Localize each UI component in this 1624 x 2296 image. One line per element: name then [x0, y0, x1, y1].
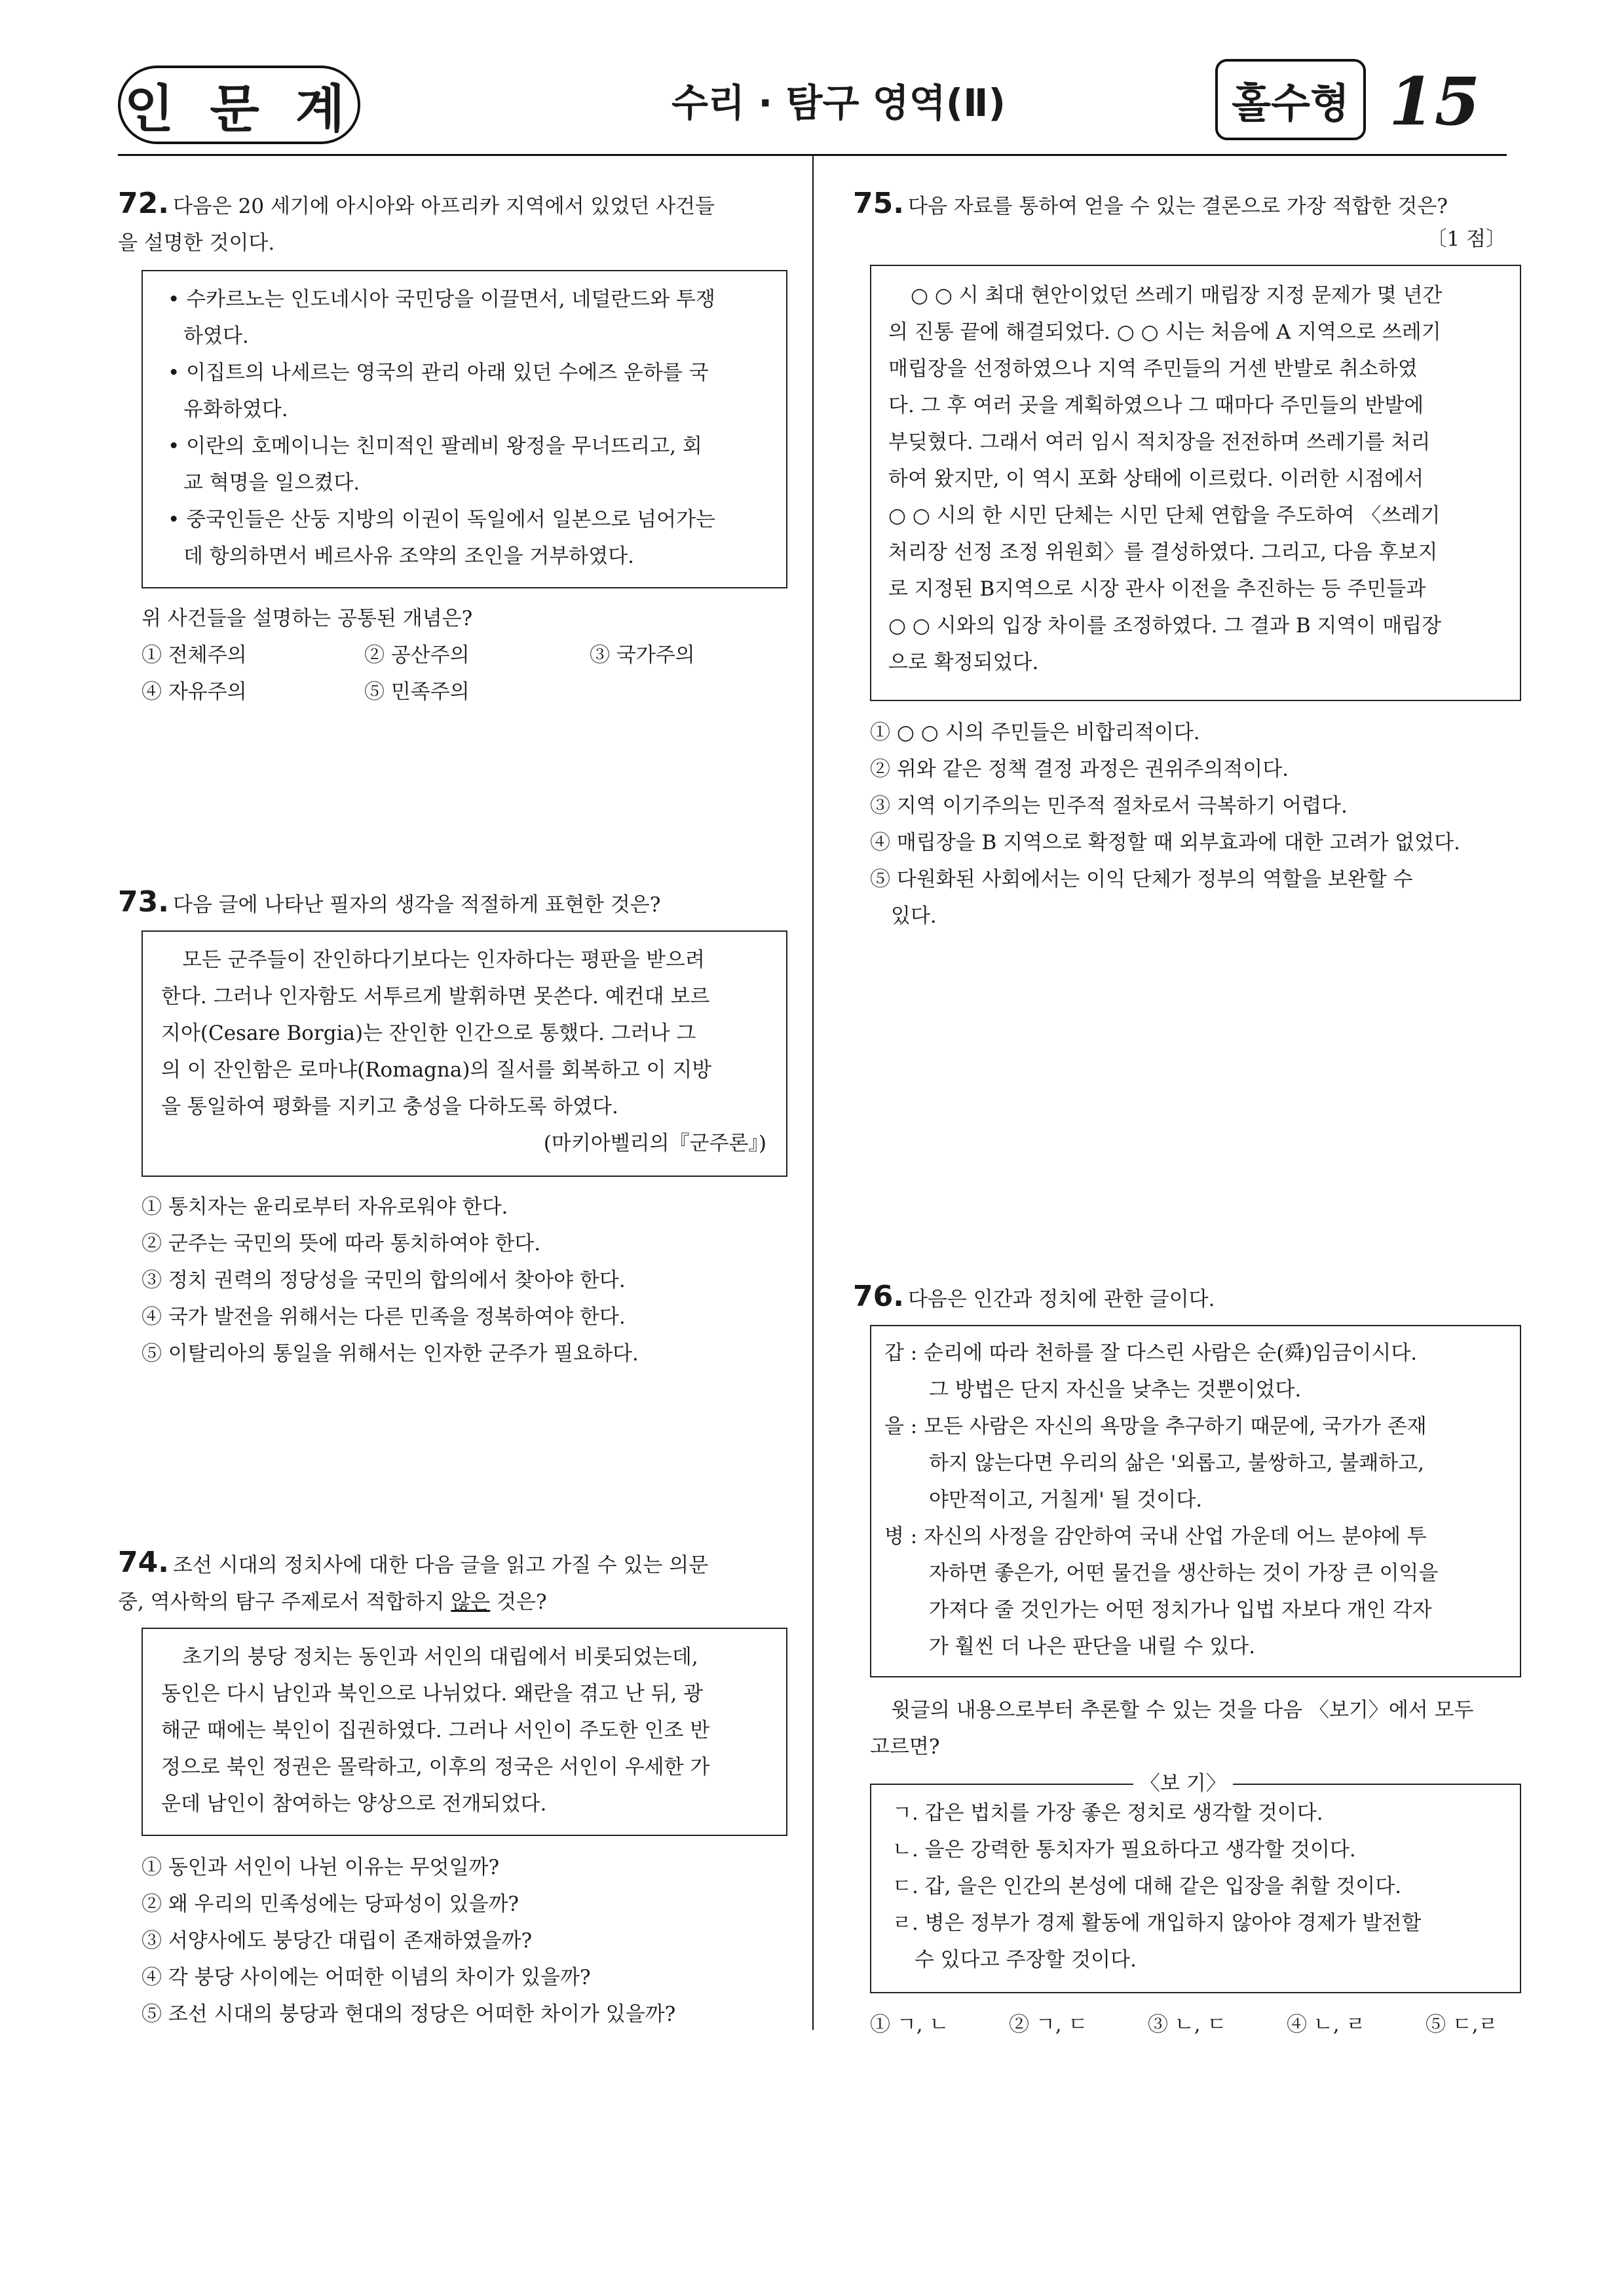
passage-line: 의 이 잔인함은 로마냐(Romagna)의 질서를 회복하고 이 지방 [161, 1058, 712, 1082]
passage-line: 로 지정된 B지역으로 시장 관사 이전을 추진하는 등 주민들과 [888, 577, 1426, 601]
question-number: 75. [853, 187, 904, 220]
question-number: 76. [853, 1280, 904, 1313]
choice-5-continued: 있다. [891, 904, 937, 928]
passage-line: ○ ○ 시 최대 현안이었던 쓰레기 매립장 지정 문제가 몇 년간 [911, 284, 1443, 307]
question-prompt: 고르면? [870, 1735, 940, 1759]
passage-line: ○ ○ 시와의 입장 차이를 조정하였다. 그 결과 B 지역이 매립장 [888, 614, 1442, 638]
question-stem [118, 883, 793, 924]
passage-line: 다. 그 후 여러 곳을 계획하였으나 그 때마다 주민들의 반발에 [888, 394, 1424, 417]
exam-title: 수리 · 탐구 영역(Ⅱ) [671, 81, 1006, 125]
passage-box-73 [142, 930, 787, 1177]
stem-text: 다음은 20 세기에 아시아와 아프리카 지역에서 있었던 사건들 [172, 195, 715, 218]
stem-text: 조선 시대의 정치사에 대한 다음 글을 읽고 가질 수 있는 의문 [172, 1554, 709, 1577]
question-stem [853, 185, 1508, 225]
choice-2[interactable]: ② ㄱ, ㄷ [1009, 2013, 1088, 2037]
passage-line: 을 통일하여 평화를 지키고 충성을 다하도록 하였다. [161, 1095, 618, 1119]
stem-text [118, 1583, 793, 1621]
question-72 [118, 185, 793, 262]
question-number: 74. [118, 1546, 169, 1579]
passage-line: • 이란의 호메이니는 친미적인 팔레비 왕정을 무너뜨리고, 회 [168, 434, 702, 458]
passage-line: 자하면 좋은가, 어떤 물건을 생산하는 것이 가장 큰 이익을 [929, 1561, 1439, 1585]
passage-line: 가 훨씬 더 나은 판단을 내릴 수 있다. [929, 1635, 1256, 1658]
choice-2[interactable]: ② 군주는 국민의 뜻에 따라 통치하여야 한다. [142, 1232, 541, 1255]
passage-line: 가져다 줄 것인가는 어떤 정치가나 입법 자보다 개인 각자 [929, 1598, 1432, 1622]
question-number: 73. [118, 885, 169, 919]
choice-4[interactable]: ④ 매립장을 B 지역으로 확정할 때 외부효과에 대한 고려가 없었다. [870, 831, 1460, 854]
passage-line: 그 방법은 단지 자신을 낮추는 것뿐이었다. [929, 1378, 1302, 1402]
passage-line: 유화하였다. [183, 398, 288, 421]
question-stem [118, 1544, 793, 1584]
passage-line: 의 진통 끝에 해결되었다. ○ ○ 시는 처음에 A 지역으로 쓰레기 [888, 320, 1441, 344]
bogi-item: 수 있다고 주장할 것이다. [915, 1948, 1137, 1972]
stem-text: 다음은 인간과 정치에 관한 글이다. [907, 1288, 1215, 1311]
question-73 [118, 883, 793, 924]
passage-line: • 이집트의 나세르는 영국의 관리 아래 있던 수에즈 운하를 국 [168, 361, 709, 385]
passage-line: 갑 : 순리에 따라 천하를 잘 다스린 사람은 순(舜)임금이시다. [884, 1341, 1418, 1365]
choice-1[interactable]: ① ○ ○ 시의 주민들은 비합리적이다. [870, 721, 1200, 744]
choice-4[interactable]: ④ 각 붕당 사이에는 어떠한 이념의 차이가 있을까? [142, 1966, 591, 1989]
choice-3[interactable]: ③ 정치 권력의 정당성을 국민의 합의에서 찾아야 한다. [142, 1269, 626, 1292]
bogi-box [870, 1784, 1521, 1993]
passage-line: 교 혁명을 일으켰다. [183, 471, 360, 495]
passage-line: 초기의 붕당 정치는 동인과 서인의 대립에서 비롯되었는데, [182, 1645, 698, 1669]
page-number: 15 [1389, 63, 1481, 140]
bogi-item: ㄹ. 병은 정부가 경제 활동에 개입하지 않아야 경제가 발전할 [892, 1911, 1422, 1935]
passage-line: 병 : 자신의 사정을 감안하여 국내 산업 가운데 어느 분야에 투 [884, 1525, 1427, 1548]
passage-line: 처리장 선정 조정 위원회〉를 결성하였다. 그리고, 다음 후보지 [888, 541, 1438, 564]
choice-3[interactable]: ③ 국가주의 [590, 643, 695, 667]
bogi-item: ㄷ. 갑, 을은 인간의 본성에 대해 같은 입장을 취할 것이다. [892, 1875, 1402, 1898]
passage-line: 정으로 북인 정권은 몰락하고, 이후의 정국은 서인이 우세한 가 [161, 1755, 710, 1779]
passage-source: (마키아벨리의『군주론』) [543, 1132, 766, 1155]
question-number: 72. [118, 187, 169, 220]
question-stem [118, 185, 793, 225]
choice-3[interactable]: ③ ㄴ, ㄷ [1148, 2013, 1227, 2037]
stem-text: 다음 자료를 통하여 얻을 수 있는 결론으로 가장 적합한 것은? [907, 195, 1448, 218]
bogi-label: 〈보 기〉 [1133, 1770, 1233, 1797]
choice-5[interactable]: ⑤ 조선 시대의 붕당과 현대의 정당은 어떠한 차이가 있을까? [142, 2002, 676, 2026]
page-header [0, 0, 1624, 157]
passage-line: 을 : 모든 사람은 자신의 욕망을 추구하기 때문에, 국가가 존재 [884, 1415, 1427, 1438]
choice-4[interactable]: ④ 국가 발전을 위해서는 다른 민족을 정복하여야 한다. [142, 1305, 626, 1329]
passage-box-76 [870, 1325, 1521, 1677]
stem-emphasis: 않은 [451, 1590, 491, 1614]
passage-line: 매립장을 선정하였으나 지역 주민들의 거센 반발로 취소하였 [888, 357, 1418, 381]
choice-2[interactable]: ② 공산주의 [364, 643, 470, 667]
choice-5[interactable]: ⑤ 민족주의 [364, 680, 470, 704]
passage-line: 하지 않는다면 우리의 삶은 '외롭고, 불쌍하고, 불쾌하고, [929, 1451, 1425, 1475]
passage-box-75 [870, 265, 1521, 701]
stem-text: 다음 글에 나타난 필자의 생각을 적절하게 표현한 것은? [172, 893, 661, 917]
bogi-item: ㄴ. 을은 강력한 통치자가 필요하다고 생각할 것이다. [892, 1838, 1356, 1862]
choice-3[interactable]: ③ 지역 이기주의는 민주적 절차로서 극복하기 어렵다. [870, 794, 1348, 818]
passage-line: 데 항의하면서 베르사유 조약의 조인을 거부하였다. [183, 545, 634, 568]
passage-box-72 [142, 270, 787, 588]
passage-line: 지아(Cesare Borgia)는 잔인한 인간으로 통했다. 그러나 그 [161, 1022, 696, 1045]
question-74 [118, 1544, 793, 1621]
passage-line: ○ ○ 시의 한 시민 단체는 시민 단체 연합을 주도하여 〈쓰레기 [888, 504, 1441, 527]
passage-line: • 수카르노는 인도네시아 국민당을 이끌면서, 네덜란드와 투쟁 [168, 288, 715, 311]
choice-1[interactable]: ① 동인과 서인이 나뉜 이유는 무엇일까? [142, 1856, 500, 1879]
passage-line: 해군 때에는 북인이 집권하였다. 그러나 서인이 주도한 인조 반 [161, 1719, 710, 1742]
passage-line: 모든 군주들이 잔인하다기보다는 인자하다는 평판을 받으려 [182, 948, 705, 972]
passage-line: 동인은 다시 남인과 북인으로 나뉘었다. 왜란을 겪고 난 뒤, 광 [161, 1682, 704, 1706]
choice-3[interactable]: ③ 서양사에도 붕당간 대립이 존재하였을까? [142, 1929, 533, 1953]
stem-text: 을 설명한 것이다. [118, 231, 275, 255]
form-type-badge: 홀수형 [1215, 59, 1366, 140]
passage-line: 한다. 그러나 인자함도 서투르게 발휘하면 못쓴다. 예컨대 보르 [161, 985, 710, 1008]
choice-5[interactable]: ⑤ 다원화된 사회에서는 이익 단체가 정부의 역할을 보완할 수 [870, 868, 1413, 891]
question-prompt: 윗글의 내용으로부터 추론할 수 있는 것을 다음 〈보기〉에서 모두 [891, 1698, 1474, 1722]
column-divider [812, 156, 814, 2030]
question-stem [853, 1278, 1508, 1318]
choice-1[interactable]: ① 전체주의 [142, 643, 247, 667]
passage-line: 하였다. [183, 324, 249, 348]
points-label: 〔1 점〕 [1426, 227, 1506, 251]
choice-4[interactable]: ④ 자유주의 [142, 680, 247, 704]
passage-line: • 중국인들은 산둥 지방의 이권이 독일에서 일본으로 넘어가는 [168, 508, 715, 531]
passage-line: 야만적이고, 거칠게' 될 것이다. [929, 1488, 1203, 1512]
passage-box-74 [142, 1628, 787, 1836]
passage-line: 으로 확정되었다. [888, 651, 1039, 674]
choice-2[interactable]: ② 왜 우리의 민족성에는 당파성이 있을까? [142, 1892, 519, 1916]
choice-5[interactable]: ⑤ ㄷ,ㄹ [1426, 2013, 1498, 2037]
choice-2[interactable]: ② 위와 같은 정책 결정 과정은 권위주의적이다. [870, 757, 1289, 781]
question-75 [853, 185, 1508, 225]
choice-5[interactable]: ⑤ 이탈리아의 통일을 위해서는 인자한 군주가 필요하다. [142, 1342, 639, 1366]
question-prompt: 위 사건들을 설명하는 공통된 개념은? [142, 607, 473, 630]
choice-4[interactable]: ④ ㄴ, ㄹ [1287, 2013, 1366, 2037]
question-76 [853, 1278, 1508, 1318]
stem-text-part: 중, 역사학의 탐구 주제로서 적합하지 [118, 1590, 451, 1614]
stem-text-part: 것은? [490, 1590, 547, 1614]
passage-line: 부딪혔다. 그래서 여러 임시 적치장을 전전하며 쓰레기를 처리 [888, 430, 1431, 454]
choice-1[interactable]: ① 통치자는 윤리로부터 자유로워야 한다. [142, 1195, 508, 1219]
passage-line: 운데 남인이 참여하는 양상으로 전개되었다. [161, 1792, 547, 1816]
passage-line: 하여 왔지만, 이 역시 포화 상태에 이르렀다. 이러한 시점에서 [888, 467, 1424, 491]
choice-1[interactable]: ① ㄱ, ㄴ [870, 2013, 949, 2037]
track-label: 인 문 계 [118, 66, 360, 144]
bogi-item: ㄱ. 갑은 법치를 가장 좋은 정치로 생각할 것이다. [892, 1801, 1323, 1825]
